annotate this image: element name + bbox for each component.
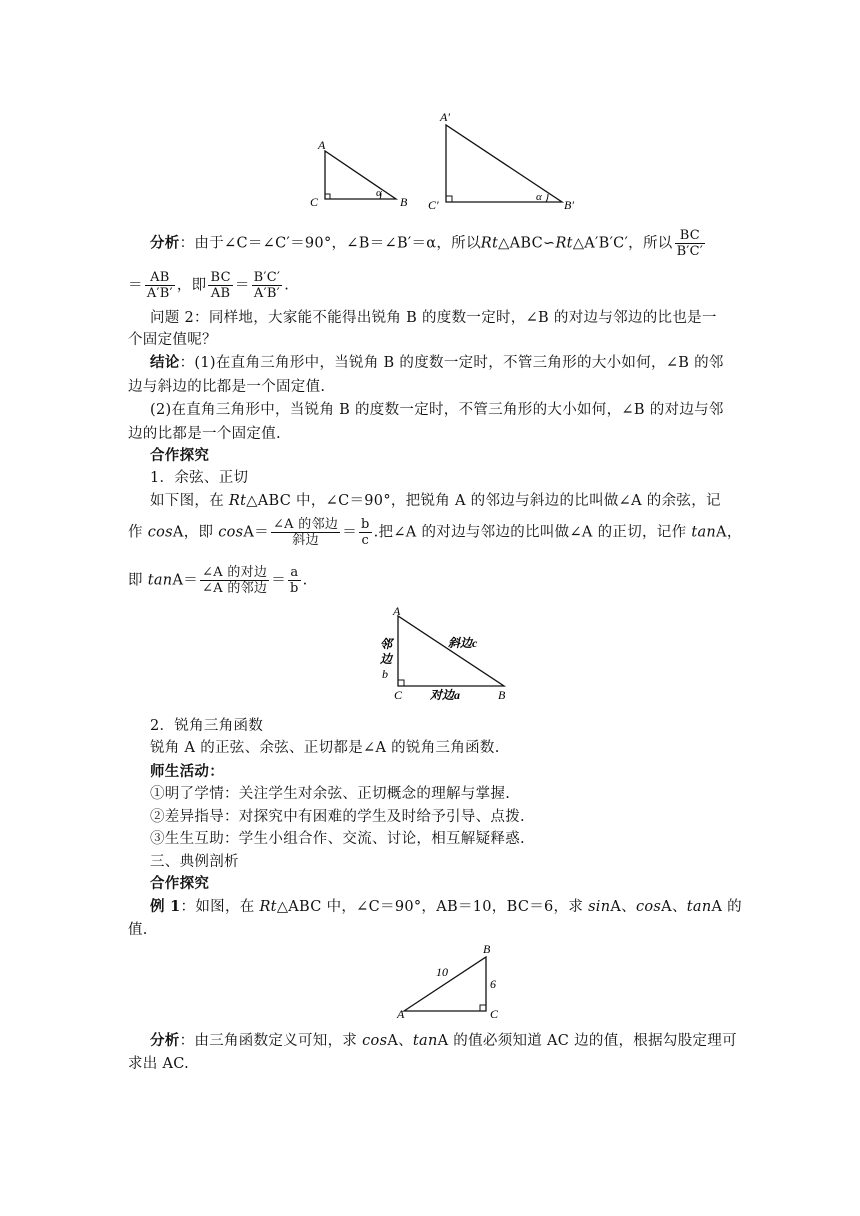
- analysis2-text: A、: [387, 1033, 413, 1049]
- tan-italic: tan: [412, 1033, 438, 1049]
- definition-line1: [150, 491, 740, 511]
- equals-sign: ＝: [271, 572, 287, 589]
- analysis2-text: ：由三角函数定义可知，求: [179, 1033, 363, 1049]
- fig3-label-side: 6: [490, 977, 496, 991]
- example1-line1: [150, 897, 740, 917]
- section1-title: 1．余弦、正切: [150, 470, 249, 486]
- section3-title: 三、典例剖析: [150, 854, 239, 870]
- similar-triangles-figure: [300, 105, 600, 215]
- analysis1-text-b: △ABC∽: [498, 235, 556, 252]
- fig2-label-c: C: [394, 688, 403, 702]
- definition-line2: [128, 517, 740, 548]
- cos-italic: cos: [218, 524, 244, 541]
- small-label-c: C: [310, 195, 319, 209]
- fraction-denominator: B′C′: [676, 244, 704, 259]
- fraction-denominator: AB: [210, 286, 231, 301]
- equals-sign: ＝: [234, 277, 250, 294]
- rt-italic: Rt: [228, 493, 247, 509]
- fraction-numerator: B′C′: [253, 270, 281, 285]
- large-triangle: [428, 110, 574, 212]
- analysis1-text-a: ：由于∠C＝∠C′＝90°，∠B＝∠B′＝α，所以: [179, 235, 481, 252]
- example-text: A、: [661, 899, 687, 915]
- fig2-label-b: B: [498, 688, 506, 702]
- cooperative-inquiry-heading-1: 合作探究: [150, 447, 210, 464]
- example-triangle-figure: [392, 938, 512, 1024]
- cos-italic: cos: [635, 899, 662, 915]
- fraction-ab-over-aprime-bprime: [145, 270, 175, 301]
- def-text: .把∠A 的对边与邻边的比叫做∠A 的正切，记作: [373, 524, 692, 541]
- fig2-label-a: A: [393, 604, 401, 618]
- small-label-a: A: [318, 138, 326, 152]
- fraction-numerator: BC: [675, 228, 706, 244]
- question2-line1: 问题 2：同样地，大家能不能得出锐角 B 的度数一定时，∠B 的对边与邻边的比也是一: [150, 310, 717, 326]
- fraction-bc-over-bprime-cprime: [675, 228, 706, 259]
- fraction-numerator: a: [288, 565, 301, 581]
- small-label-b: B: [400, 195, 408, 209]
- fraction-numerator: ∠A 的邻边: [272, 517, 339, 532]
- activity-item-1: ①明了学情：关注学生对余弦、正切概念的理解与掌握.: [150, 786, 511, 802]
- sin-italic: sin: [588, 899, 611, 915]
- section2-text: 锐角 A 的正弦、余弦、正切都是∠A 的锐角三角函数.: [150, 740, 500, 756]
- fraction-numerator: AB: [145, 270, 175, 286]
- fraction-denominator: b: [290, 581, 299, 596]
- fraction-denominator: ∠A 的邻边: [202, 581, 268, 596]
- small-label-alpha: α: [376, 187, 382, 199]
- rt-italic: Rt: [259, 899, 277, 915]
- conclusion-text-1: ：(1)在直角三角形中，当锐角 B 的度数一定时，不管三角形的大小如何，∠B 的邻: [179, 355, 724, 371]
- small-triangle: [310, 138, 408, 209]
- def-text: 即: [128, 572, 148, 589]
- conclusion-line3: (2)在直角三角形中，当锐角 B 的度数一定时，不管三角形的大小如何，∠B 的对边与邻: [150, 402, 724, 418]
- period: .: [284, 277, 290, 294]
- analysis1-mid: ，即: [176, 277, 207, 294]
- def-text: A，即: [172, 524, 219, 541]
- fig3-label-c: C: [490, 1007, 499, 1021]
- fraction-numerator: b: [361, 517, 370, 532]
- def-text: A＝: [243, 524, 269, 541]
- large-label-a: A′: [440, 110, 450, 124]
- tan-italic: tan: [147, 572, 173, 589]
- conclusion-line2: 边与斜边的比都是一个固定值.: [128, 379, 326, 395]
- example1-label: 例 1: [150, 898, 181, 915]
- def-text: 作: [128, 524, 148, 541]
- example1-line2: 值.: [128, 922, 148, 938]
- fraction-opposite-over-adjacent: [200, 565, 269, 596]
- cos-italic: cos: [147, 524, 173, 541]
- section2-title: 2．锐角三角函数: [150, 718, 264, 734]
- fig2-label-opposite: 对边a: [430, 688, 461, 702]
- activity-item-2: ②差异指导：对探究中有困难的学生及时给予引导、点拨.: [150, 809, 525, 825]
- fraction-adjacent-over-hypotenuse: [271, 517, 340, 548]
- fraction-numerator: BC: [210, 270, 231, 285]
- fig2-label-adjacent-1: 邻: [380, 637, 393, 651]
- activity-label: 师生活动：: [150, 763, 224, 780]
- tan-italic: tan: [686, 899, 712, 915]
- fraction-denominator: 斜边: [292, 533, 319, 548]
- fig3-label-hypotenuse: 10: [436, 965, 448, 979]
- rt-italic: Rt: [480, 235, 499, 252]
- conclusion-line1: [150, 353, 740, 373]
- analysis2-line1: [150, 1031, 740, 1051]
- fig3-label-a: A: [397, 1007, 405, 1021]
- equals-sign: ＝: [128, 277, 143, 294]
- conclusion-line4: 边的比都是一个固定值.: [128, 426, 281, 442]
- analysis2-text: A 的值必须知道 AC 边的值，根据勾股定理可: [437, 1033, 737, 1049]
- def-text: A＝: [172, 572, 199, 589]
- def-text: 如下图，在: [150, 493, 229, 509]
- fig2-label-hypotenuse: 斜边c: [448, 636, 478, 650]
- fraction-denominator: A′B′: [146, 286, 173, 301]
- fraction-denominator: c: [361, 533, 370, 548]
- similar-triangles-svg: [300, 105, 600, 215]
- analysis1-text-c: △A′B′C′，所以: [572, 235, 673, 252]
- conclusion-label: 结论: [150, 354, 180, 371]
- large-label-alpha: α: [536, 191, 542, 203]
- example-triangle-svg: [392, 938, 512, 1024]
- fraction-denominator: A′B′: [253, 286, 280, 301]
- definition-line3: [128, 565, 740, 596]
- labeled-triangle-figure: [372, 604, 522, 704]
- def-text: A，: [716, 524, 742, 541]
- fraction-a-over-b: [288, 565, 301, 596]
- activity-item-3: ③生生互助：学生小组合作、交流、讨论，相互解疑释惑.: [150, 831, 525, 847]
- rt-italic: Rt: [555, 235, 573, 252]
- large-label-c: C′: [428, 198, 439, 212]
- fig2-label-adjacent-3: b: [382, 667, 388, 681]
- example-text: A、: [610, 899, 636, 915]
- cos-italic: cos: [362, 1033, 388, 1049]
- analysis2-label: 分析: [150, 1032, 180, 1049]
- labeled-triangle-svg: [372, 604, 522, 704]
- fraction-b-over-c: [359, 517, 372, 548]
- fraction-bprime-cprime-over-aprime-bprime: [252, 270, 283, 301]
- example-text: ：如图，在: [180, 899, 260, 915]
- tan-italic: tan: [691, 524, 717, 541]
- analysis2-line2: 求出 AC.: [128, 1056, 190, 1072]
- fraction-numerator: ∠A 的对边: [202, 565, 268, 580]
- def-text: △ABC 中，∠C＝90°，把锐角 A 的邻边与斜边的比叫做∠A 的余弦，记: [246, 493, 721, 509]
- fig3-label-b: B: [483, 942, 491, 956]
- analysis1-line1: [150, 228, 740, 259]
- large-label-b: B′: [564, 198, 574, 212]
- cooperative-inquiry-heading-2: 合作探究: [150, 875, 210, 892]
- question2-line2: 个固定值呢？: [128, 332, 217, 348]
- fig2-label-adjacent-2: 边: [380, 652, 393, 666]
- equals-sign: ＝: [342, 524, 358, 541]
- fraction-bc-over-ab: [208, 270, 232, 301]
- analysis1-label: 分析: [150, 234, 180, 252]
- example-text: △ABC 中，∠C＝90°，AB＝10，BC＝6，求: [276, 899, 589, 915]
- analysis1-line2: [128, 270, 740, 301]
- example-text: A 的: [711, 899, 742, 915]
- period: .: [302, 572, 308, 589]
